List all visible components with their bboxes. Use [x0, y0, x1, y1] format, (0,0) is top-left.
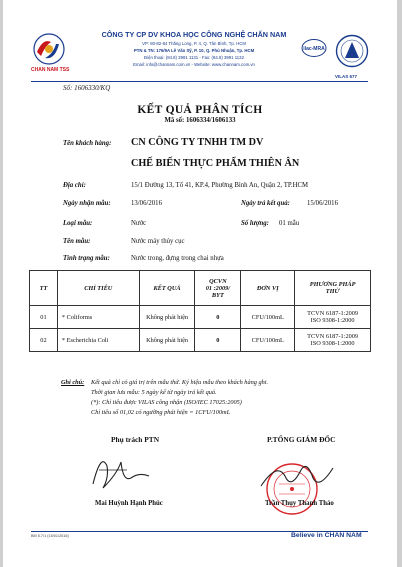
customer-label: Tên khách hàng:	[63, 140, 112, 147]
left-signer-title: Phụ trách PTN	[111, 435, 160, 444]
row-method	[295, 329, 371, 352]
row-unit: CFU/100mL	[241, 329, 295, 352]
left-signer-name: Mai Huỳnh Hạnh Phúc	[95, 500, 163, 507]
form-code: BM 5.7/1 (15/01/2016)	[31, 534, 69, 538]
document-title: KẾT QUẢ PHÂN TÍCH	[137, 104, 263, 116]
company-office-address: VP: 80-82-84 Thăng Long, P. 4, Q. Tân Bình, Tp. HCM	[142, 41, 246, 46]
received-date-label: Ngày nhận mẫu:	[63, 200, 111, 207]
note-line-4: Chỉ tiêu số 01,02 có ngưỡng phát hiện = 1CFU/100mL	[91, 409, 231, 416]
col-header-tt: TT	[30, 271, 58, 306]
quantity-label: Số lượng:	[241, 220, 269, 227]
method-header-line1: PHƯƠNG PHÁP	[309, 281, 356, 288]
results-table	[29, 270, 371, 352]
col-header-result: KẾT QUẢ	[139, 271, 195, 306]
row-method-line2: ISO 9308-1:2000	[310, 340, 355, 347]
logo-caption: CHAN NAM TSS	[31, 67, 70, 73]
row-tt: 01	[30, 306, 58, 329]
document-page	[3, 0, 397, 567]
ilac-mra-icon	[301, 38, 327, 58]
company-phone: Điện thoại: (84.8) 3991 1131 - Fax: (84.8) 3991 1132	[144, 55, 244, 60]
row-method	[295, 306, 371, 329]
notes-label: Ghi chú:	[61, 379, 85, 386]
col-header-unit: ĐƠN VỊ	[241, 271, 295, 306]
vilas-seal-icon	[335, 34, 369, 68]
sample-name-label: Tên mẫu:	[63, 238, 91, 245]
note-line-3: (*): Chỉ tiêu được VILAS công nhận (ISO/IEC 17025:2005)	[91, 399, 242, 406]
sample-type-value: Nước	[131, 220, 147, 227]
row-result: Không phát hiện	[139, 306, 195, 329]
company-name: CÔNG TY CP DV KHOA HỌC CÔNG NGHỆ CHẤN NAM	[101, 30, 287, 39]
row-qcvn: 0	[195, 306, 241, 329]
row-indicator: * Coliforms	[57, 306, 139, 329]
left-signature-icon	[87, 448, 153, 494]
sample-name-value: Nước máy thủy cục	[131, 238, 185, 245]
table-row	[30, 329, 371, 352]
quantity-value: 01 mẫu	[279, 220, 300, 227]
qcvn-header-line1: QCVN	[209, 277, 227, 285]
note-line-1: Kết quả chỉ có giá trị trên mẫu thử. Ký hiệu mẫu theo khách hàng ghi.	[91, 379, 269, 386]
qcvn-header-line3: BYT	[211, 291, 224, 299]
right-signer-name: Trần Thụy Thanh Thảo	[265, 500, 334, 507]
address-value: 15/1 Đường 13, Tổ 41, KP.4, Phường Bình An, Quận 2, TP.HCM	[131, 182, 309, 189]
right-signer-title: P.TỔNG GIÁM ĐỐC	[267, 435, 336, 444]
footer-slogan: Believe in CHAN NAM	[291, 532, 362, 539]
company-email-website: Email: info@channam.com.vn - Website: www.channam.com.vn	[133, 62, 255, 67]
row-result: Không phát hiện	[139, 329, 195, 352]
row-method-line1: TCVN 6187-1:2009	[307, 333, 359, 340]
table-header-row	[30, 271, 371, 306]
customer-name-line1: CN CÔNG TY TNHH TM DV	[131, 137, 264, 148]
address-label: Địa chỉ:	[63, 182, 86, 189]
customer-name-line2: CHẾ BIẾN THỰC PHẨM THIÊN ÂN	[131, 158, 300, 169]
company-lab-address: PTN & TN: 176/9A Lê Văn Sỹ, P. 10, Q. Phú Nhuận, Tp. HCM	[133, 48, 255, 53]
table-row	[30, 306, 371, 329]
sample-state-label: Tình trạng mẫu:	[63, 255, 110, 262]
method-header-line2: THỬ	[325, 288, 340, 295]
document-code: Mã số: 1606334/1606133	[164, 117, 236, 124]
row-qcvn: 0	[195, 329, 241, 352]
result-date-label: Ngày trả kết quả:	[241, 200, 290, 207]
document-number: Số: 1606330/KQ	[63, 84, 111, 92]
vilas-label: VILAS 677	[335, 74, 358, 79]
received-date-value: 13/06/2016	[131, 200, 162, 207]
note-line-2: Thời gian lưu mẫu: 5 ngày kể từ ngày trả kết quả.	[91, 389, 217, 396]
row-method-line2: ISO 9308-1:2000	[310, 317, 355, 324]
row-method-line1: TCVN 6187-1:2009	[307, 310, 359, 317]
row-tt: 02	[30, 329, 58, 352]
sample-type-label: Loại mẫu:	[63, 220, 93, 227]
col-header-indicator: CHỈ TIÊU	[57, 271, 139, 306]
ilac-mra-label: ilac-MRA	[303, 46, 325, 52]
row-unit: CFU/100mL	[241, 306, 295, 329]
header-divider	[31, 81, 368, 82]
qcvn-header-line2: 01 :2009/	[205, 284, 231, 292]
company-logo-icon	[29, 32, 69, 68]
right-signature-icon	[257, 456, 337, 498]
row-indicator: * Escherichia Coli	[57, 329, 139, 352]
col-header-method	[295, 271, 371, 306]
col-header-qcvn	[195, 271, 241, 306]
sample-state-value: Nước trong, đựng trong chai nhựa	[131, 255, 224, 262]
result-date-value: 15/06/2016	[307, 200, 338, 207]
